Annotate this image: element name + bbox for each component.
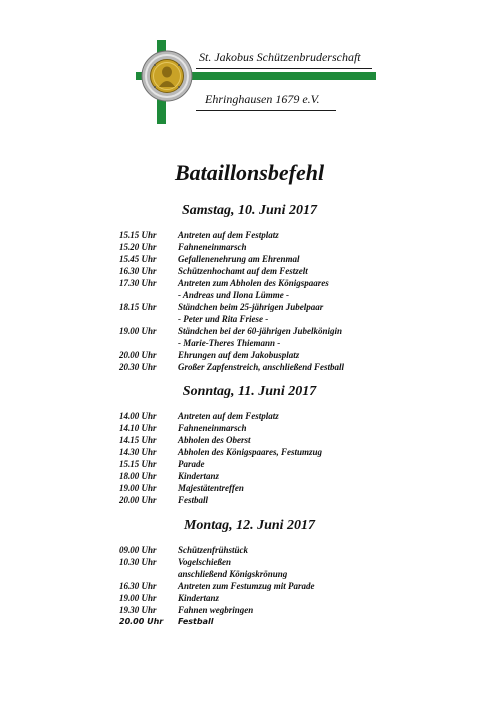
row-event: Festball bbox=[178, 617, 214, 626]
row-event: Gefallenenehrung am Ehrenmal bbox=[178, 254, 300, 264]
row-time: 15.15 Uhr bbox=[119, 459, 157, 469]
row-time: 16.30 Uhr bbox=[119, 266, 157, 276]
row-event: Schützenhochamt auf dem Festzelt bbox=[178, 266, 308, 276]
row-event: Majestätentreffen bbox=[178, 483, 244, 493]
row-event: Kindertanz bbox=[178, 593, 220, 603]
row-event: Großer Zapfenstreich, anschließend Festball bbox=[178, 362, 344, 372]
row-time: 15.45 Uhr bbox=[119, 254, 157, 264]
table-row bbox=[0, 544, 499, 556]
medal-icon bbox=[141, 50, 193, 102]
row-time: 14.00 Uhr bbox=[119, 411, 157, 421]
row-event: Fahneneinmarsch bbox=[178, 242, 247, 252]
row-time: 19.30 Uhr bbox=[119, 605, 157, 615]
table-row bbox=[0, 241, 499, 253]
org-place: Ehringhausen 1679 e.V. bbox=[205, 92, 320, 106]
row-event: Abholen des Oberst bbox=[178, 435, 251, 445]
table-row bbox=[0, 277, 499, 289]
table-row bbox=[0, 556, 499, 568]
table-row bbox=[0, 410, 499, 422]
row-event: Fahneneinmarsch bbox=[178, 423, 247, 433]
row-time: 16.30 Uhr bbox=[119, 581, 157, 591]
org-name: St. Jakobus Schützenbruderschaft bbox=[199, 50, 361, 64]
table-row bbox=[0, 289, 499, 301]
row-time: 19.00 Uhr bbox=[119, 483, 157, 493]
table-row bbox=[0, 349, 499, 361]
table-row bbox=[0, 265, 499, 277]
row-event: Ehrungen auf dem Jakobusplatz bbox=[178, 350, 300, 360]
row-time: 17.30 Uhr bbox=[119, 278, 157, 288]
day-heading-saturday: Samstag, 10. Juni 2017 bbox=[182, 203, 317, 218]
table-row bbox=[0, 361, 499, 373]
row-time: 10.30 Uhr bbox=[119, 557, 157, 567]
org-name-rule bbox=[196, 68, 372, 69]
row-time: 20.00 Uhr bbox=[119, 617, 164, 626]
row-time: 14.10 Uhr bbox=[119, 423, 157, 433]
row-time: 14.15 Uhr bbox=[119, 435, 157, 445]
row-event: - Marie-Theres Thiemann - bbox=[178, 338, 281, 348]
row-event: - Peter und Rita Friese - bbox=[178, 314, 269, 324]
row-event: Schützenfrühstück bbox=[178, 545, 249, 555]
document-title: Bataillonsbefehl bbox=[174, 160, 325, 185]
table-row bbox=[0, 568, 499, 580]
table-row bbox=[0, 580, 499, 592]
row-event: Antreten zum Festumzug mit Parade bbox=[178, 581, 315, 591]
letterhead bbox=[0, 0, 499, 140]
table-row bbox=[0, 446, 499, 458]
row-time: 18.15 Uhr bbox=[119, 302, 157, 312]
row-time: 14.30 Uhr bbox=[119, 447, 157, 457]
row-event: anschließend Königskrönung bbox=[178, 569, 288, 579]
table-row bbox=[0, 229, 499, 241]
table-row bbox=[0, 313, 499, 325]
table-row bbox=[0, 434, 499, 446]
row-event: Abholen des Königspaares, Festumzug bbox=[178, 447, 323, 457]
row-event: Kindertanz bbox=[178, 471, 220, 481]
table-row bbox=[0, 337, 499, 349]
table-row bbox=[0, 592, 499, 604]
table-row bbox=[0, 325, 499, 337]
day-heading-monday: Montag, 12. Juni 2017 bbox=[183, 518, 316, 533]
table-row bbox=[0, 422, 499, 434]
row-time: 19.00 Uhr bbox=[119, 326, 157, 336]
row-event: Ständchen bei der 60-jährigen Jubelkönigin bbox=[178, 326, 343, 336]
row-event: Parade bbox=[178, 459, 205, 469]
row-event: Antreten auf dem Festplatz bbox=[178, 411, 279, 421]
row-time: 15.20 Uhr bbox=[119, 242, 157, 252]
table-row bbox=[0, 494, 499, 506]
table-row bbox=[0, 604, 499, 616]
row-time: 18.00 Uhr bbox=[119, 471, 157, 481]
table-row bbox=[0, 470, 499, 482]
org-place-rule bbox=[196, 110, 336, 111]
row-time: 20.00 Uhr bbox=[119, 495, 157, 505]
row-event: - Andreas und Ilona Lümme - bbox=[178, 290, 289, 300]
row-event: Antreten auf dem Festplatz bbox=[178, 230, 279, 240]
row-event: Vogelschießen bbox=[178, 557, 231, 567]
row-event: Fahnen wegbringen bbox=[178, 605, 254, 615]
row-event: Ständchen beim 25-jährigen Jubelpaar bbox=[178, 302, 324, 312]
day-heading-sunday: Sonntag, 11. Juni 2017 bbox=[182, 384, 317, 399]
table-row bbox=[0, 253, 499, 265]
table-row bbox=[0, 301, 499, 313]
row-time: 15.15 Uhr bbox=[119, 230, 157, 240]
row-time: 20.00 Uhr bbox=[119, 350, 157, 360]
table-row bbox=[0, 482, 499, 494]
table-row bbox=[0, 616, 499, 628]
row-event: Festball bbox=[178, 495, 209, 505]
table-row bbox=[0, 458, 499, 470]
row-time: 09.00 Uhr bbox=[119, 545, 157, 555]
row-event: Antreten zum Abholen des Königspaares bbox=[178, 278, 329, 288]
row-time: 20.30 Uhr bbox=[119, 362, 157, 372]
row-time: 19.00 Uhr bbox=[119, 593, 157, 603]
